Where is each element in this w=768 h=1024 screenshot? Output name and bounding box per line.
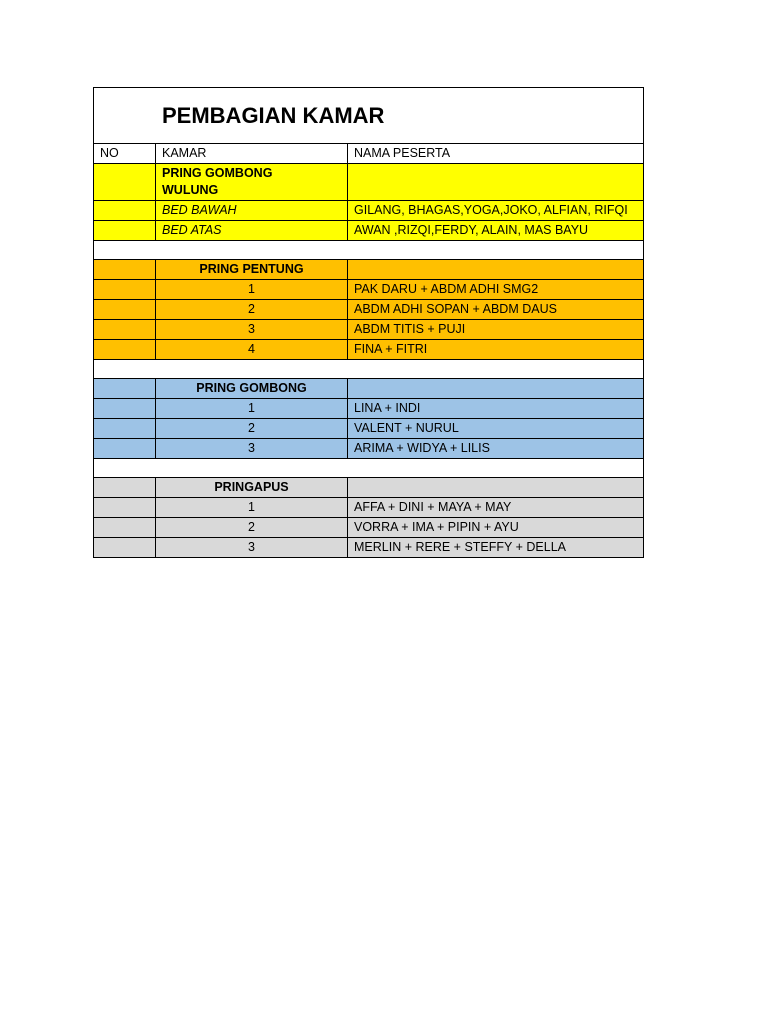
table-row <box>94 518 644 538</box>
kamar-cell: 1 <box>156 399 348 419</box>
room-assignment-sheet <box>93 87 643 558</box>
section-nama-cell <box>348 379 644 399</box>
kamar-cell: 3 <box>156 320 348 340</box>
kamar-cell: 3 <box>156 439 348 459</box>
header-row <box>94 144 644 164</box>
nama-cell: ABDM TITIS + PUJI <box>348 320 644 340</box>
table-row <box>94 280 644 300</box>
header-no: NO <box>94 144 156 164</box>
kamar-cell: 4 <box>156 340 348 360</box>
table-row <box>94 300 644 320</box>
nama-cell: GILANG, BHAGAS,YOGA,JOKO, ALFIAN, RIFQI <box>348 201 644 221</box>
section-name-line2: WULUNG <box>162 183 219 197</box>
section-name: PRING GOMBONG <box>156 379 348 399</box>
no-cell <box>94 399 156 419</box>
title-row <box>94 88 644 144</box>
kamar-cell: 2 <box>156 419 348 439</box>
header-nama: NAMA PESERTA <box>348 144 644 164</box>
nama-cell: LINA + INDI <box>348 399 644 419</box>
table-row <box>94 399 644 419</box>
section-no-cell <box>94 379 156 399</box>
nama-cell: ABDM ADHI SOPAN + ABDM DAUS <box>348 300 644 320</box>
no-cell <box>94 498 156 518</box>
section-nama-cell <box>348 478 644 498</box>
table-row <box>94 439 644 459</box>
spacer-cell <box>94 360 644 379</box>
kamar-cell: BED BAWAH <box>156 201 348 221</box>
table-row <box>94 538 644 558</box>
spacer-row <box>94 459 644 478</box>
section-header-row <box>94 379 644 399</box>
nama-cell: VALENT + NURUL <box>348 419 644 439</box>
nama-cell: PAK DARU + ABDM ADHI SMG2 <box>348 280 644 300</box>
section-name <box>156 164 348 201</box>
nama-cell: VORRA + IMA + PIPIN + AYU <box>348 518 644 538</box>
section-nama-cell <box>348 260 644 280</box>
kamar-cell: BED ATAS <box>156 221 348 241</box>
table-row <box>94 320 644 340</box>
table-row <box>94 221 644 241</box>
spacer-cell <box>94 459 644 478</box>
nama-cell: FINA + FITRI <box>348 340 644 360</box>
spacer-cell <box>94 241 644 260</box>
no-cell <box>94 201 156 221</box>
section-no-cell <box>94 164 156 201</box>
no-cell <box>94 320 156 340</box>
section-header-row <box>94 478 644 498</box>
kamar-cell: 3 <box>156 538 348 558</box>
table-row <box>94 201 644 221</box>
page-title: PEMBAGIAN KAMAR <box>94 88 644 144</box>
section-no-cell <box>94 478 156 498</box>
no-cell <box>94 300 156 320</box>
room-table <box>93 87 644 558</box>
nama-cell: AWAN ,RIZQI,FERDY, ALAIN, MAS BAYU <box>348 221 644 241</box>
header-kamar: KAMAR <box>156 144 348 164</box>
no-cell <box>94 538 156 558</box>
nama-cell: MERLIN + RERE + STEFFY + DELLA <box>348 538 644 558</box>
no-cell <box>94 221 156 241</box>
kamar-cell: 1 <box>156 280 348 300</box>
kamar-cell: 2 <box>156 300 348 320</box>
kamar-cell: 2 <box>156 518 348 538</box>
section-header-row <box>94 164 644 201</box>
section-header-row <box>94 260 644 280</box>
no-cell <box>94 280 156 300</box>
section-no-cell <box>94 260 156 280</box>
spacer-row <box>94 241 644 260</box>
section-name: PRING PENTUNG <box>156 260 348 280</box>
table-row <box>94 419 644 439</box>
section-nama-cell <box>348 164 644 201</box>
kamar-cell: 1 <box>156 498 348 518</box>
table-row <box>94 340 644 360</box>
no-cell <box>94 439 156 459</box>
no-cell <box>94 419 156 439</box>
table-row <box>94 498 644 518</box>
nama-cell: ARIMA + WIDYA + LILIS <box>348 439 644 459</box>
section-name-line1: PRING GOMBONG <box>162 166 273 180</box>
no-cell <box>94 340 156 360</box>
no-cell <box>94 518 156 538</box>
nama-cell: AFFA + DINI + MAYA + MAY <box>348 498 644 518</box>
section-name: PRINGAPUS <box>156 478 348 498</box>
spacer-row <box>94 360 644 379</box>
